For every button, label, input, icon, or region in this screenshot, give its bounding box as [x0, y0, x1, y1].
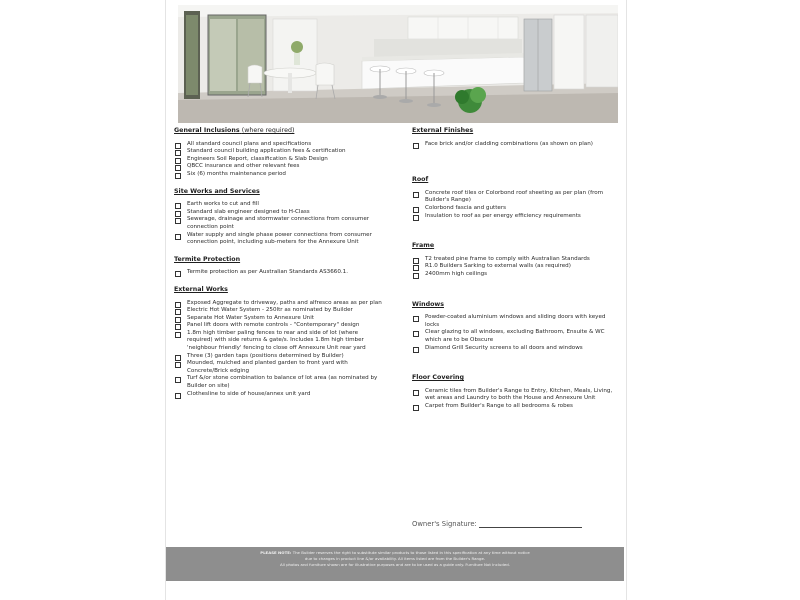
kitchen-image: [178, 5, 618, 123]
list-item: Water supply and single phase power connections from consumer connection point, including sub-meters for the Annexure Unit: [174, 232, 384, 247]
checkbox-icon: [175, 234, 181, 240]
list-item: Standard slab engineer designed to H-Class: [174, 209, 384, 217]
footer-note-label: PLEASE NOTE:: [260, 550, 292, 555]
list-item: Concrete roof tiles or Colorbond roof sheeting as per plan (from Builder's Range): [412, 190, 617, 205]
footer-line-1: The Builder reserves the right to substitute similar products to those listed in this specification at any time without notice: [292, 550, 530, 555]
list-item: Diamond Grill Security screens to all doors and windows: [412, 345, 617, 353]
checkbox-icon: [413, 390, 419, 396]
section-external-works: [174, 286, 384, 398]
list-item: Mounded, mulched and planted garden to front yard with Concrete/Brick edging: [174, 360, 384, 375]
section-roof: [412, 176, 617, 220]
section-site-works: [174, 188, 384, 247]
list-item: Powder-coated aluminium windows and sliding doors with keyed locks: [412, 314, 617, 329]
list-item: Termite protection as per Australian Standards AS3660.1.: [174, 269, 384, 277]
checkbox-icon: [413, 316, 419, 322]
checkbox-icon: [175, 173, 181, 179]
checkbox-icon: [413, 192, 419, 198]
list-item: Earth works to cut and fill: [174, 201, 384, 209]
list-item: Panel lift doors with remote controls - "Contemporary" design: [174, 322, 384, 330]
list-item: Turf &/or stone combination to balance of lot area (as nominated by Builder on site): [174, 375, 384, 390]
list-item: Carpet from Builder's Range to all bedrooms & robes: [412, 403, 617, 411]
list-item: Clear glazing to all windows, excluding Bathroom, Ensuite & WC which are to be Obscure: [412, 329, 617, 344]
section-title: Windows: [412, 300, 444, 308]
section-floor-covering: [412, 374, 617, 410]
section-title: Termite Protection: [174, 255, 241, 263]
checkbox-icon: [413, 405, 419, 411]
checkbox-icon: [175, 218, 181, 224]
section-note: (where required): [241, 127, 295, 134]
checkbox-icon: [175, 362, 181, 368]
list-item: Separate Hot Water System to Annexure Unit: [174, 315, 384, 323]
section-frame: [412, 242, 617, 278]
signature-line[interactable]: [479, 520, 582, 528]
checkbox-icon: [413, 347, 419, 353]
section-external-finishes: [412, 127, 617, 148]
checkbox-icon: [413, 331, 419, 337]
list-item: R1.0 Builders Sarking to external walls (as required): [412, 263, 617, 271]
checkbox-icon: [175, 377, 181, 383]
signature-label: Owner's Signature:: [412, 520, 477, 528]
list-item: Insulation to roof as per energy efficiency requirements: [412, 213, 617, 221]
list-item: Colorbond fascia and gutters: [412, 205, 617, 213]
section-title: Floor Covering: [412, 374, 464, 382]
section-title: Frame: [412, 242, 435, 250]
checkbox-icon: [413, 273, 419, 279]
section-title: External Works: [174, 285, 228, 293]
list-item: All standard council plans and specifications: [174, 141, 384, 149]
list-item: Six (6) months maintenance period: [174, 171, 384, 179]
list-item: Electric Hot Water System - 250ltr as nominated by Builder: [174, 307, 384, 315]
footer-line-2: due to changes in product line &/or availability. All items listed are from the Builder's Range.: [304, 556, 486, 561]
footer-disclaimer: [166, 547, 624, 581]
right-column: [412, 127, 617, 419]
section-title: General Inclusions: [174, 127, 240, 134]
left-column: [174, 127, 384, 407]
list-item: Exposed Aggregate to driveway, paths and alfresco areas as per plan: [174, 300, 384, 308]
owner-signature: [412, 520, 612, 528]
list-item: Three (3) garden taps (positions determined by Builder): [174, 353, 384, 361]
list-item: Face brick and/or cladding combinations (as shown on plan): [412, 141, 617, 149]
checkbox-icon: [175, 393, 181, 399]
section-title: External Finishes: [412, 127, 474, 134]
list-item: 2400mm high ceilings: [412, 271, 617, 279]
checkbox-icon: [175, 271, 181, 277]
list-item: 1.8m high timber paling fences to rear and side of lot (where required) with side returns & gate/s. Includes 1.8m high timber 'neighbour friendly' fencing to close off Annexure Unit rear yard: [174, 330, 384, 353]
list-item: Standard council building application fees & certification: [174, 148, 384, 156]
list-item: Clothesline to side of house/annex unit yard: [174, 391, 384, 399]
section-general-inclusions: [174, 127, 384, 179]
kitchen-photo: [178, 5, 618, 123]
section-title: Site Works and Services: [174, 187, 260, 195]
list-item: T2 treated pine frame to comply with Australian Standards: [412, 256, 617, 264]
footer-line-3: All photos and furniture shown are for illustrative purposes and are to be used as a guide only. Furniture Not Included.: [280, 562, 510, 567]
checkbox-icon: [175, 332, 181, 338]
list-item: Engineers Soil Report, classification & Slab Design: [174, 156, 384, 164]
checkbox-icon: [413, 143, 419, 149]
list-item: Sewerage, drainage and stormwater connections from consumer connection point: [174, 216, 384, 231]
section-title: Roof: [412, 176, 429, 184]
list-item: QBCC insurance and other relevant fees: [174, 163, 384, 171]
list-item: Ceramic tiles from Builder's Range to Entry, Kitchen, Meals, Living, wet areas and Laundry to both the House and Annexure Unit: [412, 388, 617, 403]
section-windows: [412, 301, 617, 353]
checkbox-icon: [413, 215, 419, 221]
section-termite-protection: [174, 256, 384, 277]
